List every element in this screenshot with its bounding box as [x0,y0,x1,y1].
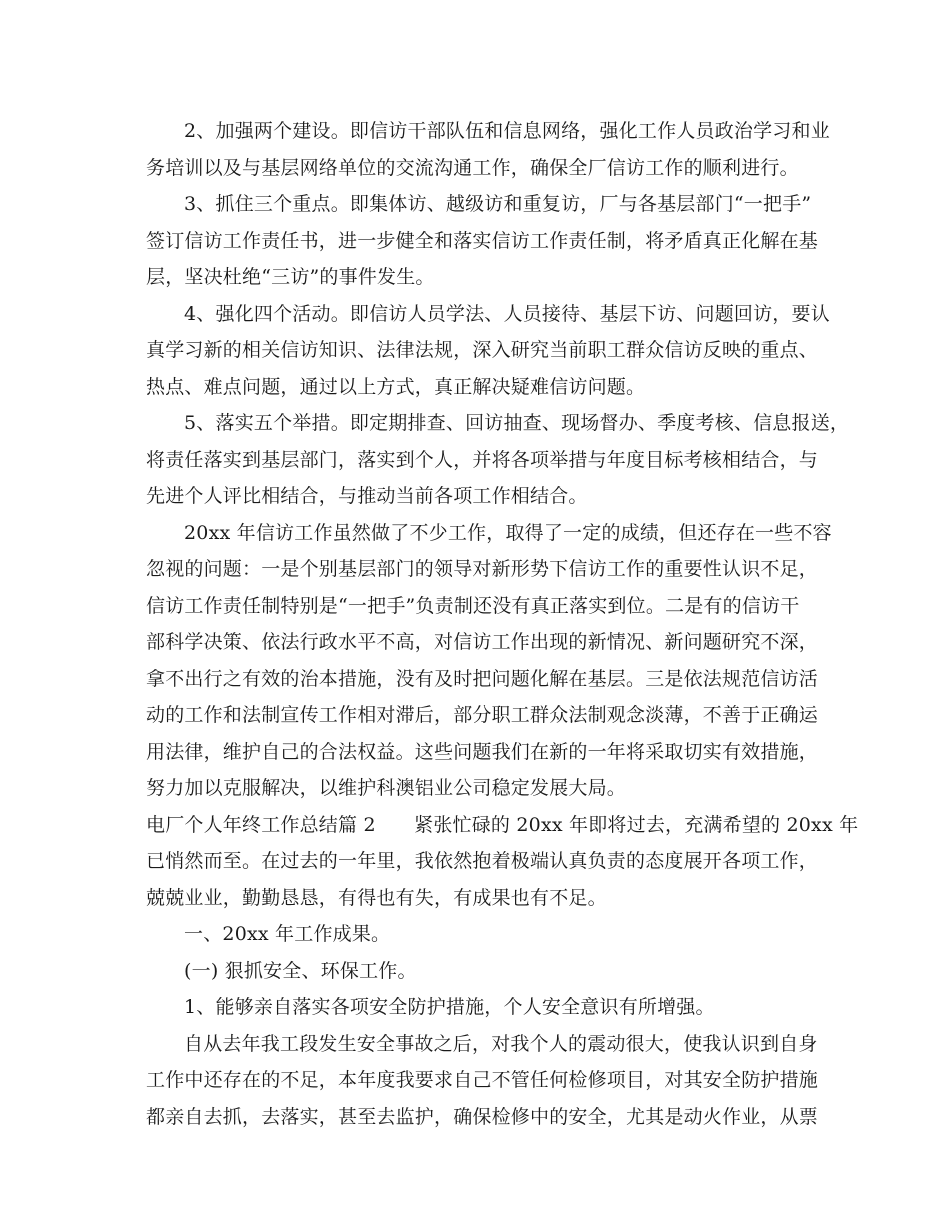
text-line: 拿不出行之有效的治本措施，没有及时把问题化解在基层。三是依法规范信访活 [146,668,819,690]
text-line: 先进个人评比相结合，与推动当前各项工作相结合。 [146,485,588,507]
text-line: 工作中还存在的不足，本年度我要求自己不管任何检修项目，对其安全防护措施 [146,1069,819,1091]
text-line: 2、加强两个建设。即信访干部队伍和信息网络，强化工作人员政治学习和业 [184,120,830,142]
subheading-line: 一、20xx 年工作成果。 [184,923,391,945]
text-line: 用法律，维护自己的合法权益。这些问题我们在新的一年将采取切实有效措施， [146,741,819,763]
text-line: 已悄然而至。在过去的一年里，我依然抱着极端认真负责的态度展开各项工作， [146,850,819,872]
text-line: 签订信访工作责任书，进一步健全和落实信访工作责任制，将矛盾真正化解在基 [146,230,819,252]
text-line: 1、能够亲自落实各项安全防护措施，个人安全意识有所增强。 [184,996,715,1018]
text-line: 部科学决策、依法行政水平不高，对信访工作出现的新情况、新问题研究不深， [146,631,819,653]
text-line: 将责任落实到基层部门，落实到个人，并将各项举措与年度目标考核相结合，与 [146,449,819,471]
text-line: 3、抓住三个重点。即集体访、越级访和重复访，厂与各基层部门“一把手” [184,193,812,215]
text-line: 动的工作和法制宣传工作相对滞后，部分职工群众法制观念淡薄，不善于正确运 [146,704,819,726]
text-line: 忽视的问题：一是个别基层部门的领导对新形势下信访工作的重要性认识不足， [146,558,819,580]
text-line: 都亲自去抓，去落实，甚至去监护，确保检修中的安全，尤其是动火作业，从票 [146,1106,819,1128]
text-line: 5、落实五个举措。即定期排查、回访抽查、现场督办、季度考核、信息报送， [184,412,850,434]
text-line: 兢兢业业，勤勤恳恳，有得也有失，有成果也有不足。 [146,887,607,909]
text-line: 努力加以克服解决，以维护科澳铝业公司稳定发展大局。 [146,777,627,799]
text-line: 真学习新的相关信访知识、法律法规，深入研究当前职工群众信访反映的重点、 [146,339,819,361]
text-line: 务培训以及与基层网络单位的交流沟通工作，确保全厂信访工作的顺利进行。 [146,157,799,179]
text-line: 4、强化四个活动。即信访人员学法、人员接待、基层下访、问题回访，要认 [184,303,830,325]
text-line: 层，坚决杜绝“三访”的事件发生。 [146,266,435,288]
text-line: 自从去年我工段发生安全事故之后，对我个人的震动很大，使我认识到自身 [184,1033,818,1055]
text-line: 20xx 年信访工作虽然做了不少工作，取得了一定的成绩，但还存在一些不容 [184,522,832,544]
section-heading-line: 电厂个人年终工作总结篇 2 紧张忙碌的 20xx 年即将过去，充满希望的 20xx 年 [146,814,859,836]
subheading-line: (一) 狠抓安全、环保工作。 [184,960,417,982]
text-line: 信访工作责任制特别是“一把手”负责制还没有真正落实到位。二是有的信访干 [146,595,800,617]
text-line: 热点、难点问题，通过以上方式，真正解决疑难信访问题。 [146,376,646,398]
